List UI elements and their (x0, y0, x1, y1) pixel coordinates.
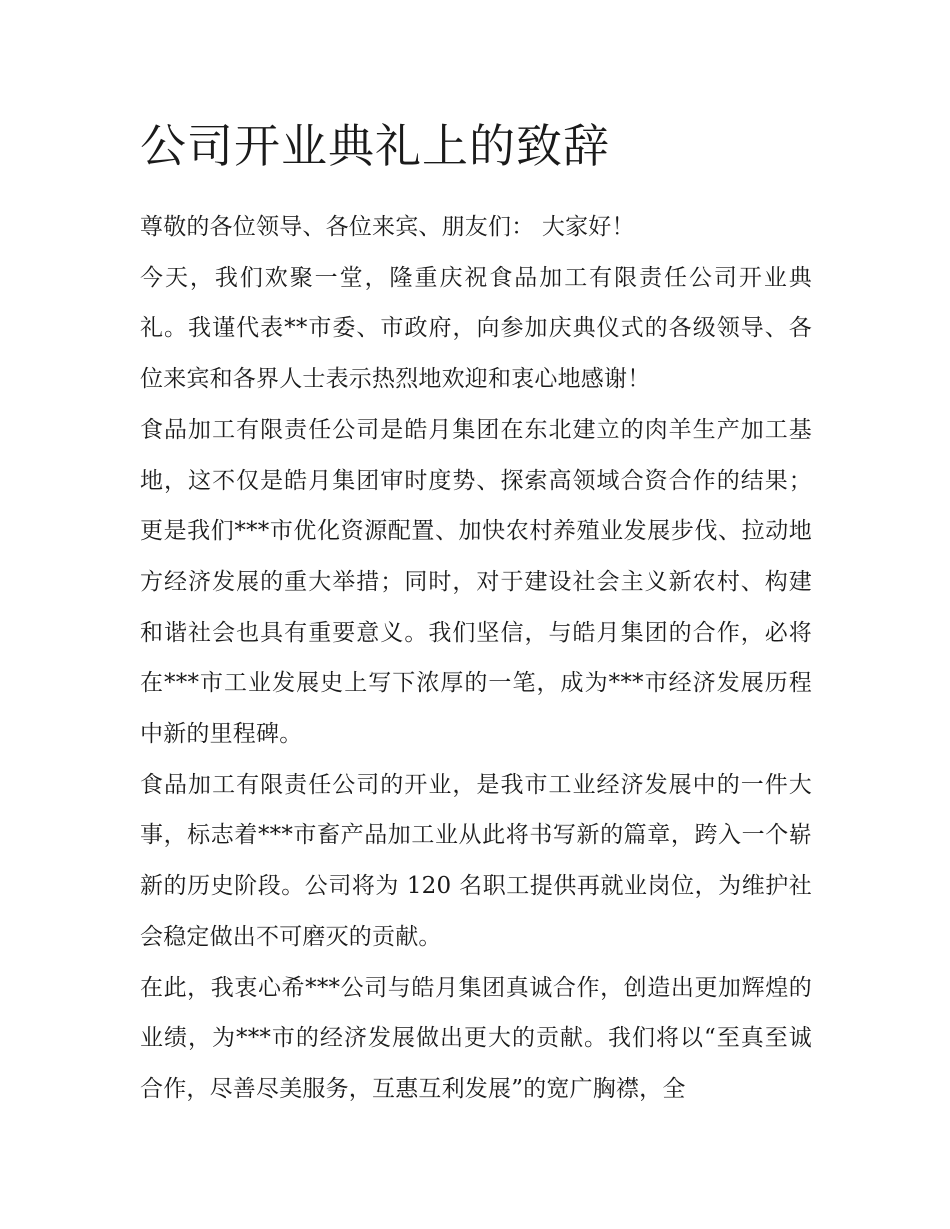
closing-paragraph: 在此，我衷心希***公司与皓月集团真诚合作，创造出更加辉煌的业绩，为***市的经济发展做出更大的贡献。我们将以“至真至诚合作，尽善尽美服务，互惠互利发展”的宽广胸襟，全 (140, 974, 812, 1102)
document-title: 公司开业典礼上的致辞 (140, 119, 610, 173)
milestone-paragraph: 食品加工有限责任公司的开业，是我市工业经济发展中的一件大事，标志着***市畜产品加工业从此将书写新的篇章，跨入一个崭新的历史阶段。公司将为 120 名职工提供再就业岗位，为维护社会稳定做出不可磨灭的贡献。 (140, 771, 812, 950)
significance-paragraph: 食品加工有限责任公司是皓月集团在东北建立的肉羊生产加工基地，这不仅是皓月集团审时度势、探索高领域合资合作的结果；更是我们***市优化资源配置、加快农村养殖业发展步伐、拉动地方经济发展的重大举措；同时，对于建设社会主义新农村、构建和谐社会也具有重要意义。我们坚信，与皓月集团的合作，必将在***市工业发展史上写下浓厚的一笔，成为***市经济发展历程中新的里程碑。 (140, 416, 812, 748)
welcome-paragraph: 今天，我们欢聚一堂，隆重庆祝食品加工有限责任公司开业典礼。我谨代表**市委、市政府，向参加庆典仪式的各级领导、各位来宾和各界人士表示热烈地欢迎和衷心地感谢！ (140, 264, 812, 393)
greeting-paragraph: 尊敬的各位领导、各位来宾、朋友们： 大家好！ (140, 214, 635, 240)
document-body (140, 112, 812, 1115)
